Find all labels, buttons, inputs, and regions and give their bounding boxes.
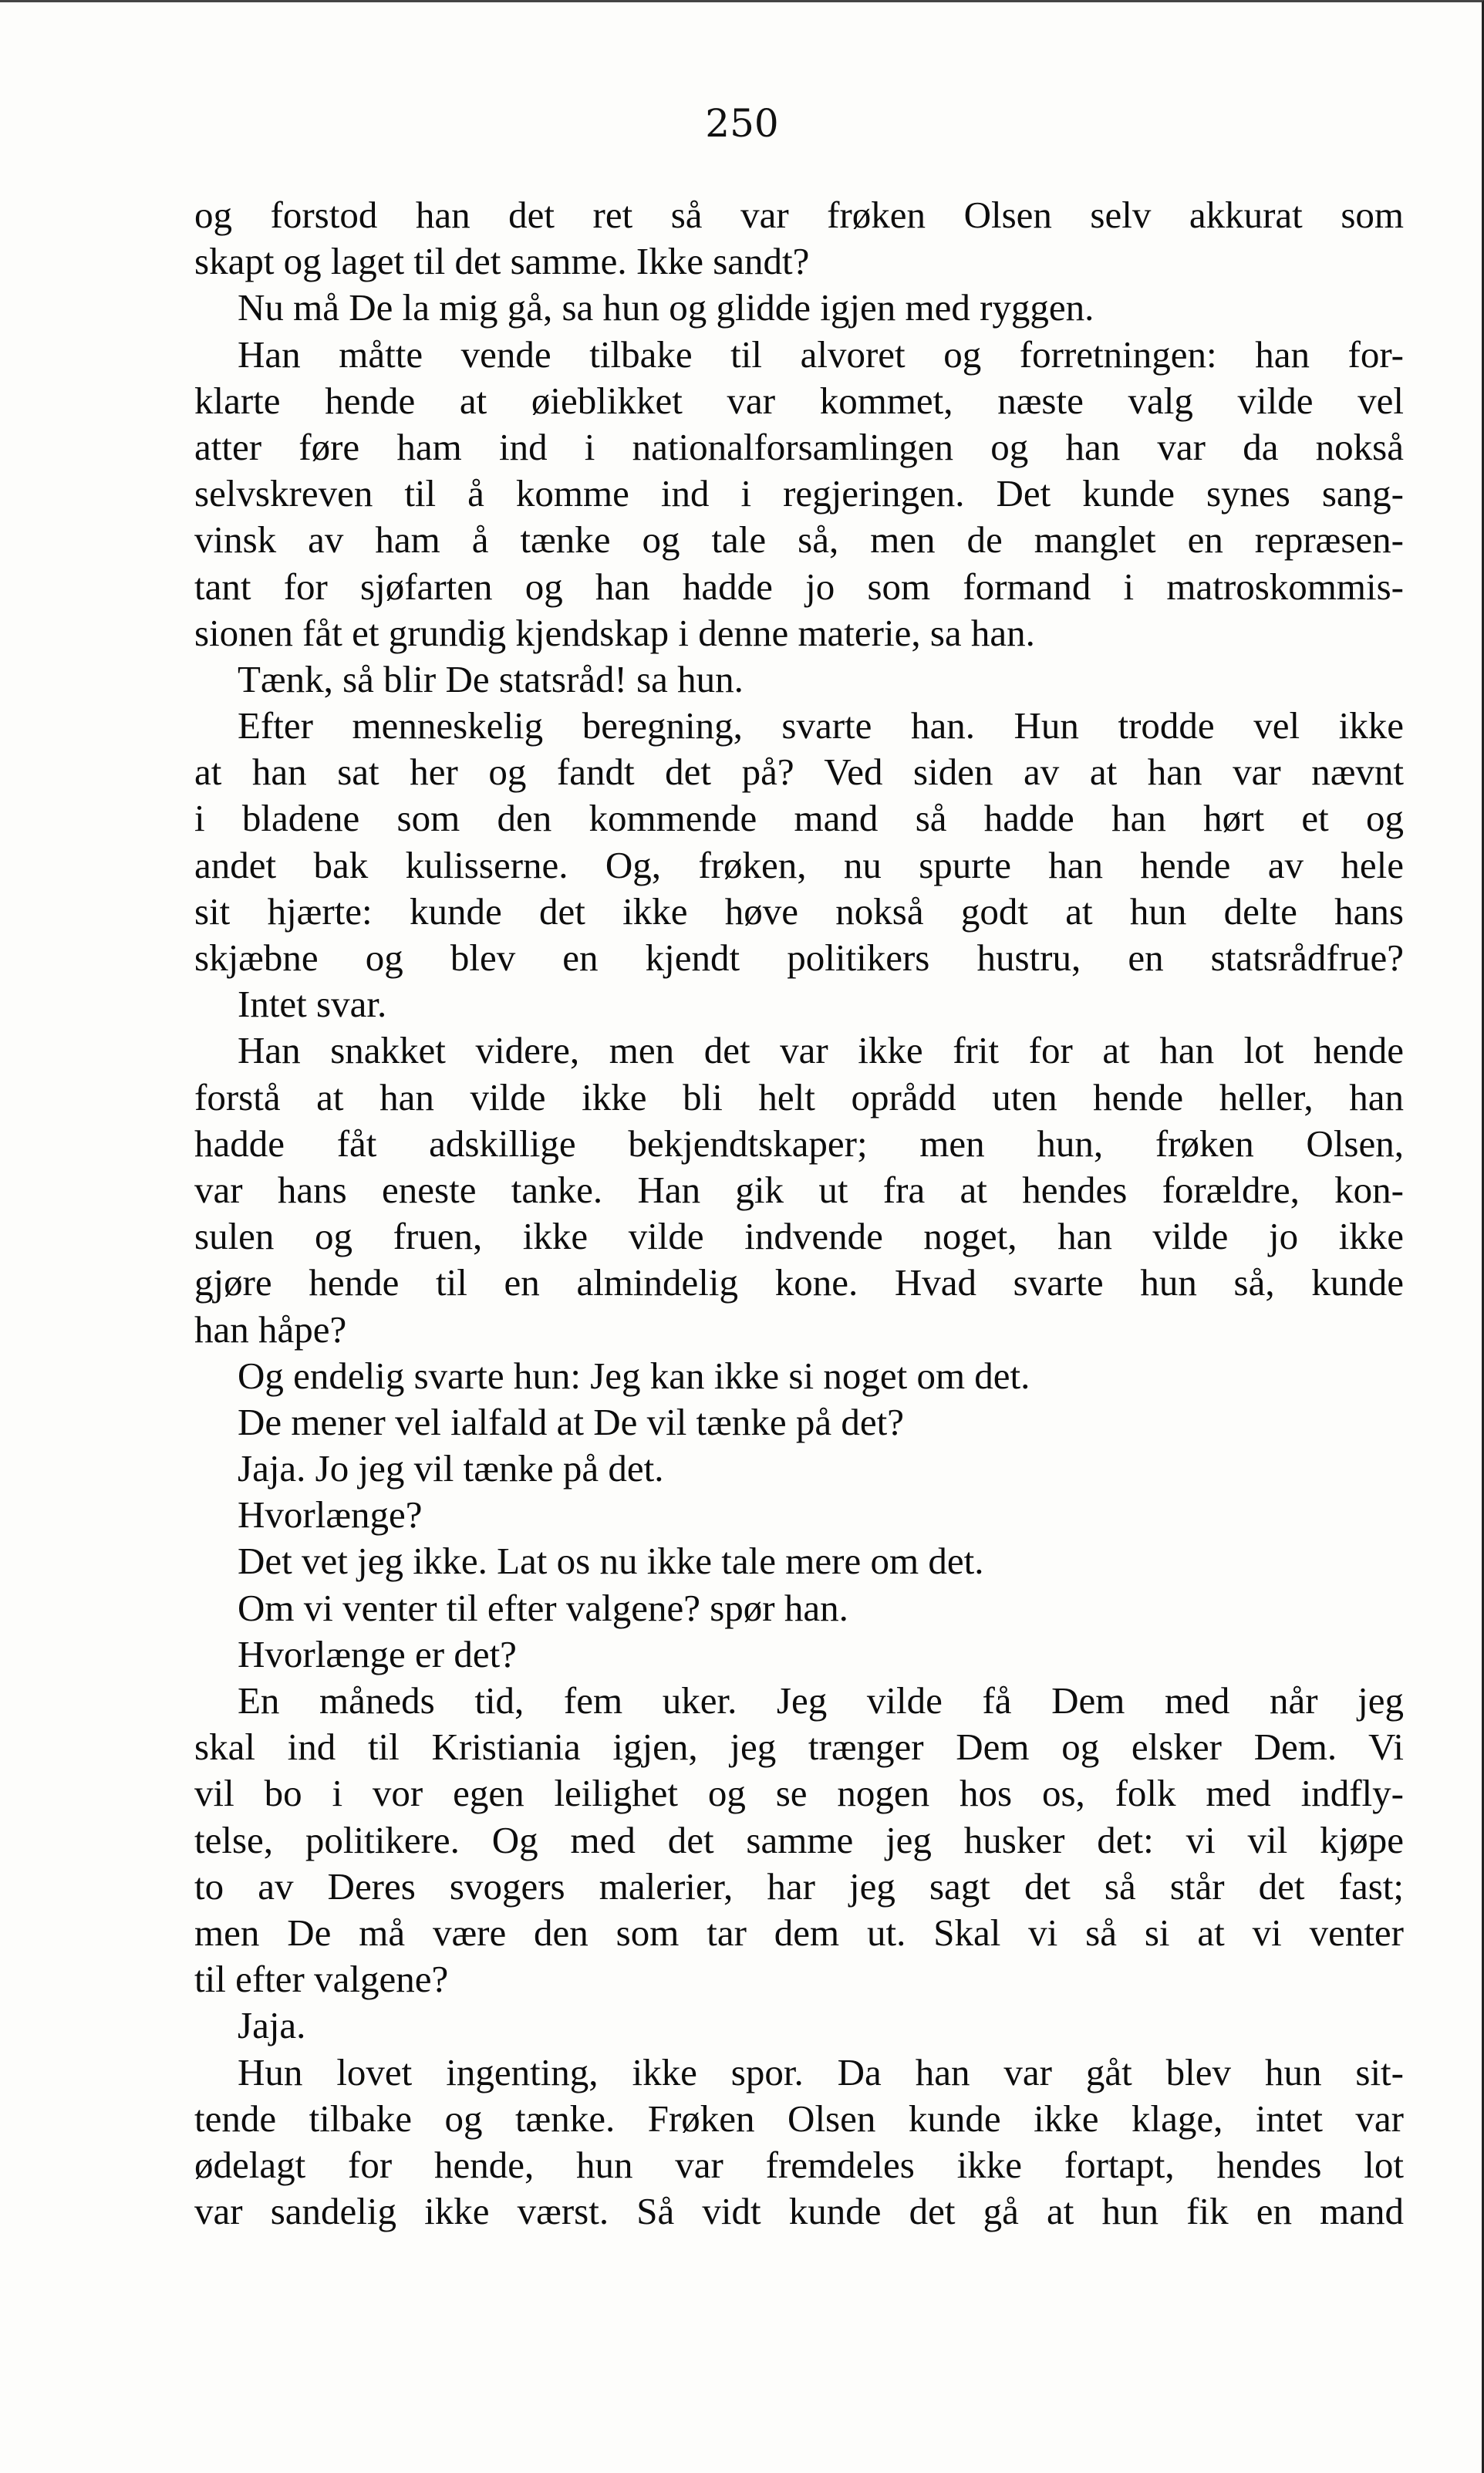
text-line: at han sat her og fandt det på? Ved siden av at han var nævnt [194,751,1404,794]
text-line: Hvorlænge? [238,1493,423,1537]
text-line: hadde fåt adskillige bekjendtskaper; men hun, frøken Olsen, [194,1122,1404,1165]
text-line: Hun lovet ingenting, ikke spor. Da han var gåt blev hun sit- [238,2050,1404,2093]
text-line: Og endelig svarte hun: Jeg kan ikke si noget om det. [238,1354,1030,1397]
text-line: Efter menneskelig beregning, svarte han. Hun trodde vel ikke [238,704,1404,747]
text-line: andet bak kulisserne. Og, frøken, nu spurte han hende av hele [194,843,1404,886]
page-number: 250 [705,101,779,146]
text-line: Tænk, så blir De statsråd! sa hun. [238,657,744,700]
text-line: Det vet jeg ikke. Lat os nu ikke tale mere om det. [238,1540,984,1583]
text-line: gjøre hende til en almindelig kone. Hvad svarte hun så, kunde [194,1261,1404,1304]
text-line: forstå at han vilde ikke bli helt oprådd uten hende heller, han [194,1075,1404,1118]
text-line: tende tilbake og tænke. Frøken Olsen kunde ikke klage, intet var [194,2097,1404,2140]
text-line: og forstod han det ret så var frøken Olsen selv akkurat som [194,194,1404,236]
text-line: var sandelig ikke værst. Så vidt kunde det gå at hun fik en mand [194,2190,1404,2233]
text-line: ødelagt for hende, hun var fremdeles ikke fortapt, hendes lot [194,2143,1404,2186]
text-line: tant for sjøfarten og han hadde jo som formand i matroskommis- [194,565,1404,608]
text-line: Om vi venter til efter valgene? spør han. [238,1586,848,1629]
text-line: sit hjærte: kunde det ikke høve nokså godt at hun delte hans [194,889,1404,933]
text-line: Han måtte vende tilbake til alvoret og forretningen: han for- [238,332,1404,376]
text-line: skal ind til Kristiania igjen, jeg trænger Dem og elsker Dem. Vi [194,1726,1404,1769]
text-line: klarte hende at øieblikket var kommet, næste valg vilde vel [194,379,1404,422]
text-line: atter føre ham ind i nationalforsamlingen og han var da nokså [194,425,1404,468]
text-line: selvskreven til å komme ind i regjeringen. Det kunde synes sang- [194,472,1404,515]
text-line: skjæbne og blev en kjendt politikers hustru, en statsrådfrue? [194,936,1404,979]
text-line: Jaja. [238,2004,306,2047]
body-text [194,192,1404,2235]
text-line: De mener vel ialfald at De vil tænke på det? [238,1400,904,1443]
text-line: skapt og laget til det samme. Ikke sandt? [194,240,810,283]
text-line: vil bo i vor egen leilighet og se nogen hos os, folk med indfly- [194,1772,1404,1815]
text-line: til efter valgene? [194,1958,449,2001]
text-line: Jaja. Jo jeg vil tænke på det. [238,1447,664,1490]
text-line: var hans eneste tanke. Han gik ut fra at hendes forældre, kon- [194,1168,1404,1211]
text-line: telse, politikere. Og med det samme jeg husker det: vi vil kjøpe [194,1818,1404,1861]
text-line: sulen og fruen, ikke vilde indvende noget, han vilde jo ikke [194,1215,1404,1258]
text-line: Hvorlænge er det? [238,1632,517,1675]
text-line: i bladene som den kommende mand så hadde han hørt et og [194,797,1404,840]
text-line: Intet svar. [238,983,387,1026]
text-line: men De må være den som tar dem ut. Skal vi så si at vi venter [194,1911,1404,1954]
text-line: vinsk av ham å tænke og tale så, men de manglet en repræsen- [194,518,1404,562]
text-line: to av Deres svogers malerier, har jeg sagt det så står det fast; [194,1864,1404,1908]
text-line: En måneds tid, fem uker. Jeg vilde få Dem med når jeg [238,1679,1404,1722]
text-line: sionen fåt et grundig kjendskap i denne materie, sa han. [194,611,1035,654]
text-line: Han snakket videre, men det var ikke frit for at han lot hende [238,1029,1404,1072]
text-line: han håpe? [194,1307,347,1351]
text-line: Nu må De la mig gå, sa hun og glidde igjen med ryggen. [238,286,1094,329]
